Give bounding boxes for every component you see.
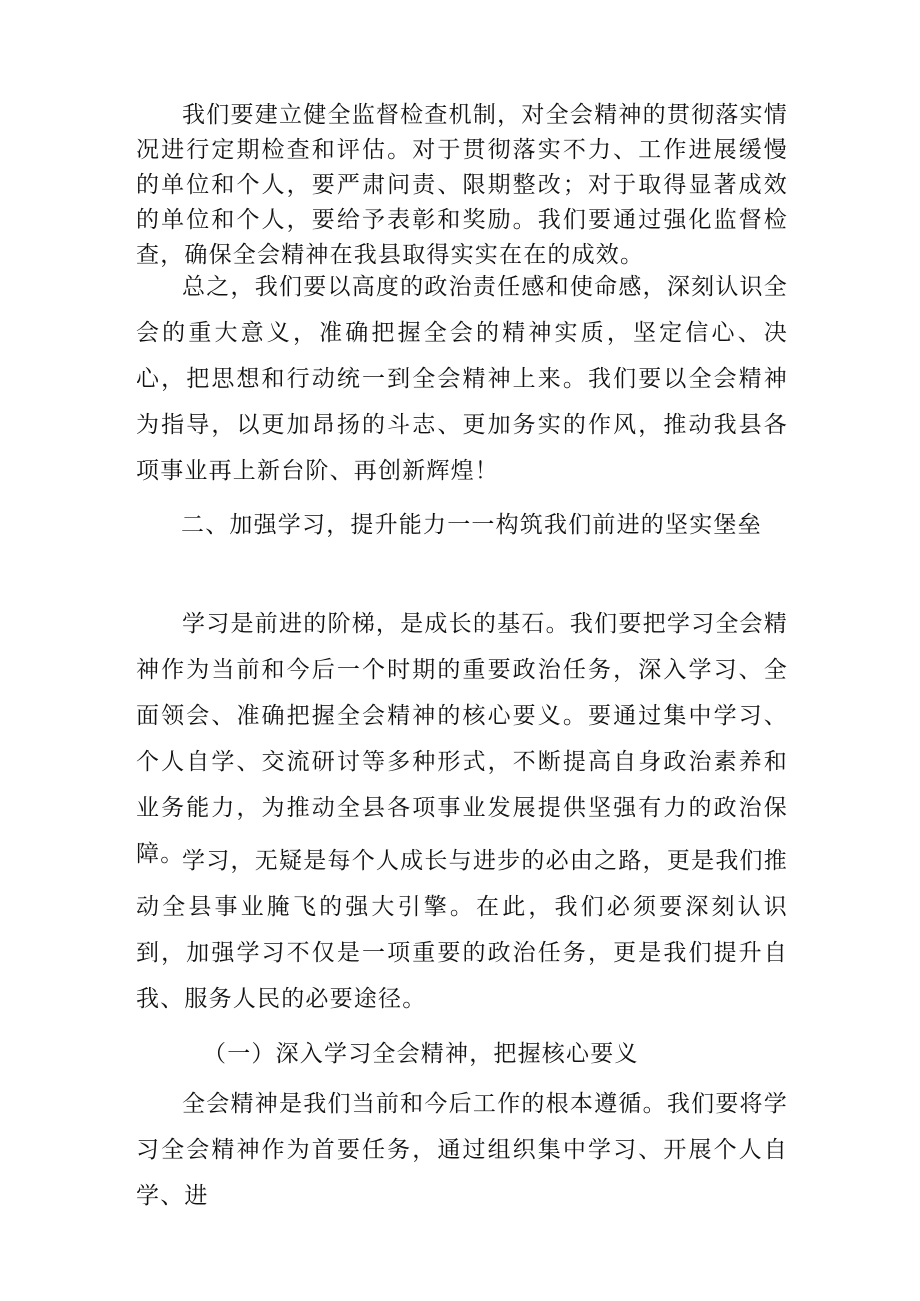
subsection-heading: （一）深入学习全会精神，把握核心要义 xyxy=(203,1041,639,1067)
paragraph-summary: 总之，我们要以高度的政治责任感和使命感，深刻认识全会的重大意义，准确把握全会的精神实质，坚定信心、决心，把思想和行动统一到全会精神上来。我们要以全会精神为指导，以更加昂扬的斗志、更加务实的作风，推动我县各项事业再上新台阶、再创新辉煌！ xyxy=(136,274,788,484)
section-heading: 二、加强学习，提升能力一一构筑我们前进的坚实堡垒 xyxy=(181,512,762,538)
paragraph-plenary-spirit: 全会精神是我们当前和今后工作的根本遵循。我们要将学习全会精神作为首要任务，通过组织集中学习、开展个人自学、进 xyxy=(136,1091,788,1209)
paragraph-learning-engine: 学习，无疑是每个人成长与进步的必由之路，更是我们推动全县事业腌飞的强大引擎。在此，我们必须要深刻认识到，加强学习不仅是一项重要的政治任务，更是我们提升自我、服务人民的必要途径。 xyxy=(136,848,788,1012)
paragraph-supervision: 我们要建立健全监督检查机制，对全会精神的贯彻落实情况进行定期检查和评估。对于贯彻落实不力、工作进展缓慢的单位和个人，要严肃问责、限期整改；对于取得显著成效的单位和个人，要给予表彰和奖励。我们要通过强化监督检查，确保全会精神在我县取得实实在在的成效。 xyxy=(136,102,788,268)
paragraph-learning-ladder: 学习是前进的阶梯，是成长的基石。我们要把学习全会精神作为当前和今后一个时期的重要政治任务，深入学习、全面领会、准确把握全会精神的核心要义。要通过集中学习、个人自学、交流研讨等多种形式，不断提高自身政治素养和业务能力，为推动全县各项事业发展提供坚强有力的政治保障。 xyxy=(136,611,788,867)
